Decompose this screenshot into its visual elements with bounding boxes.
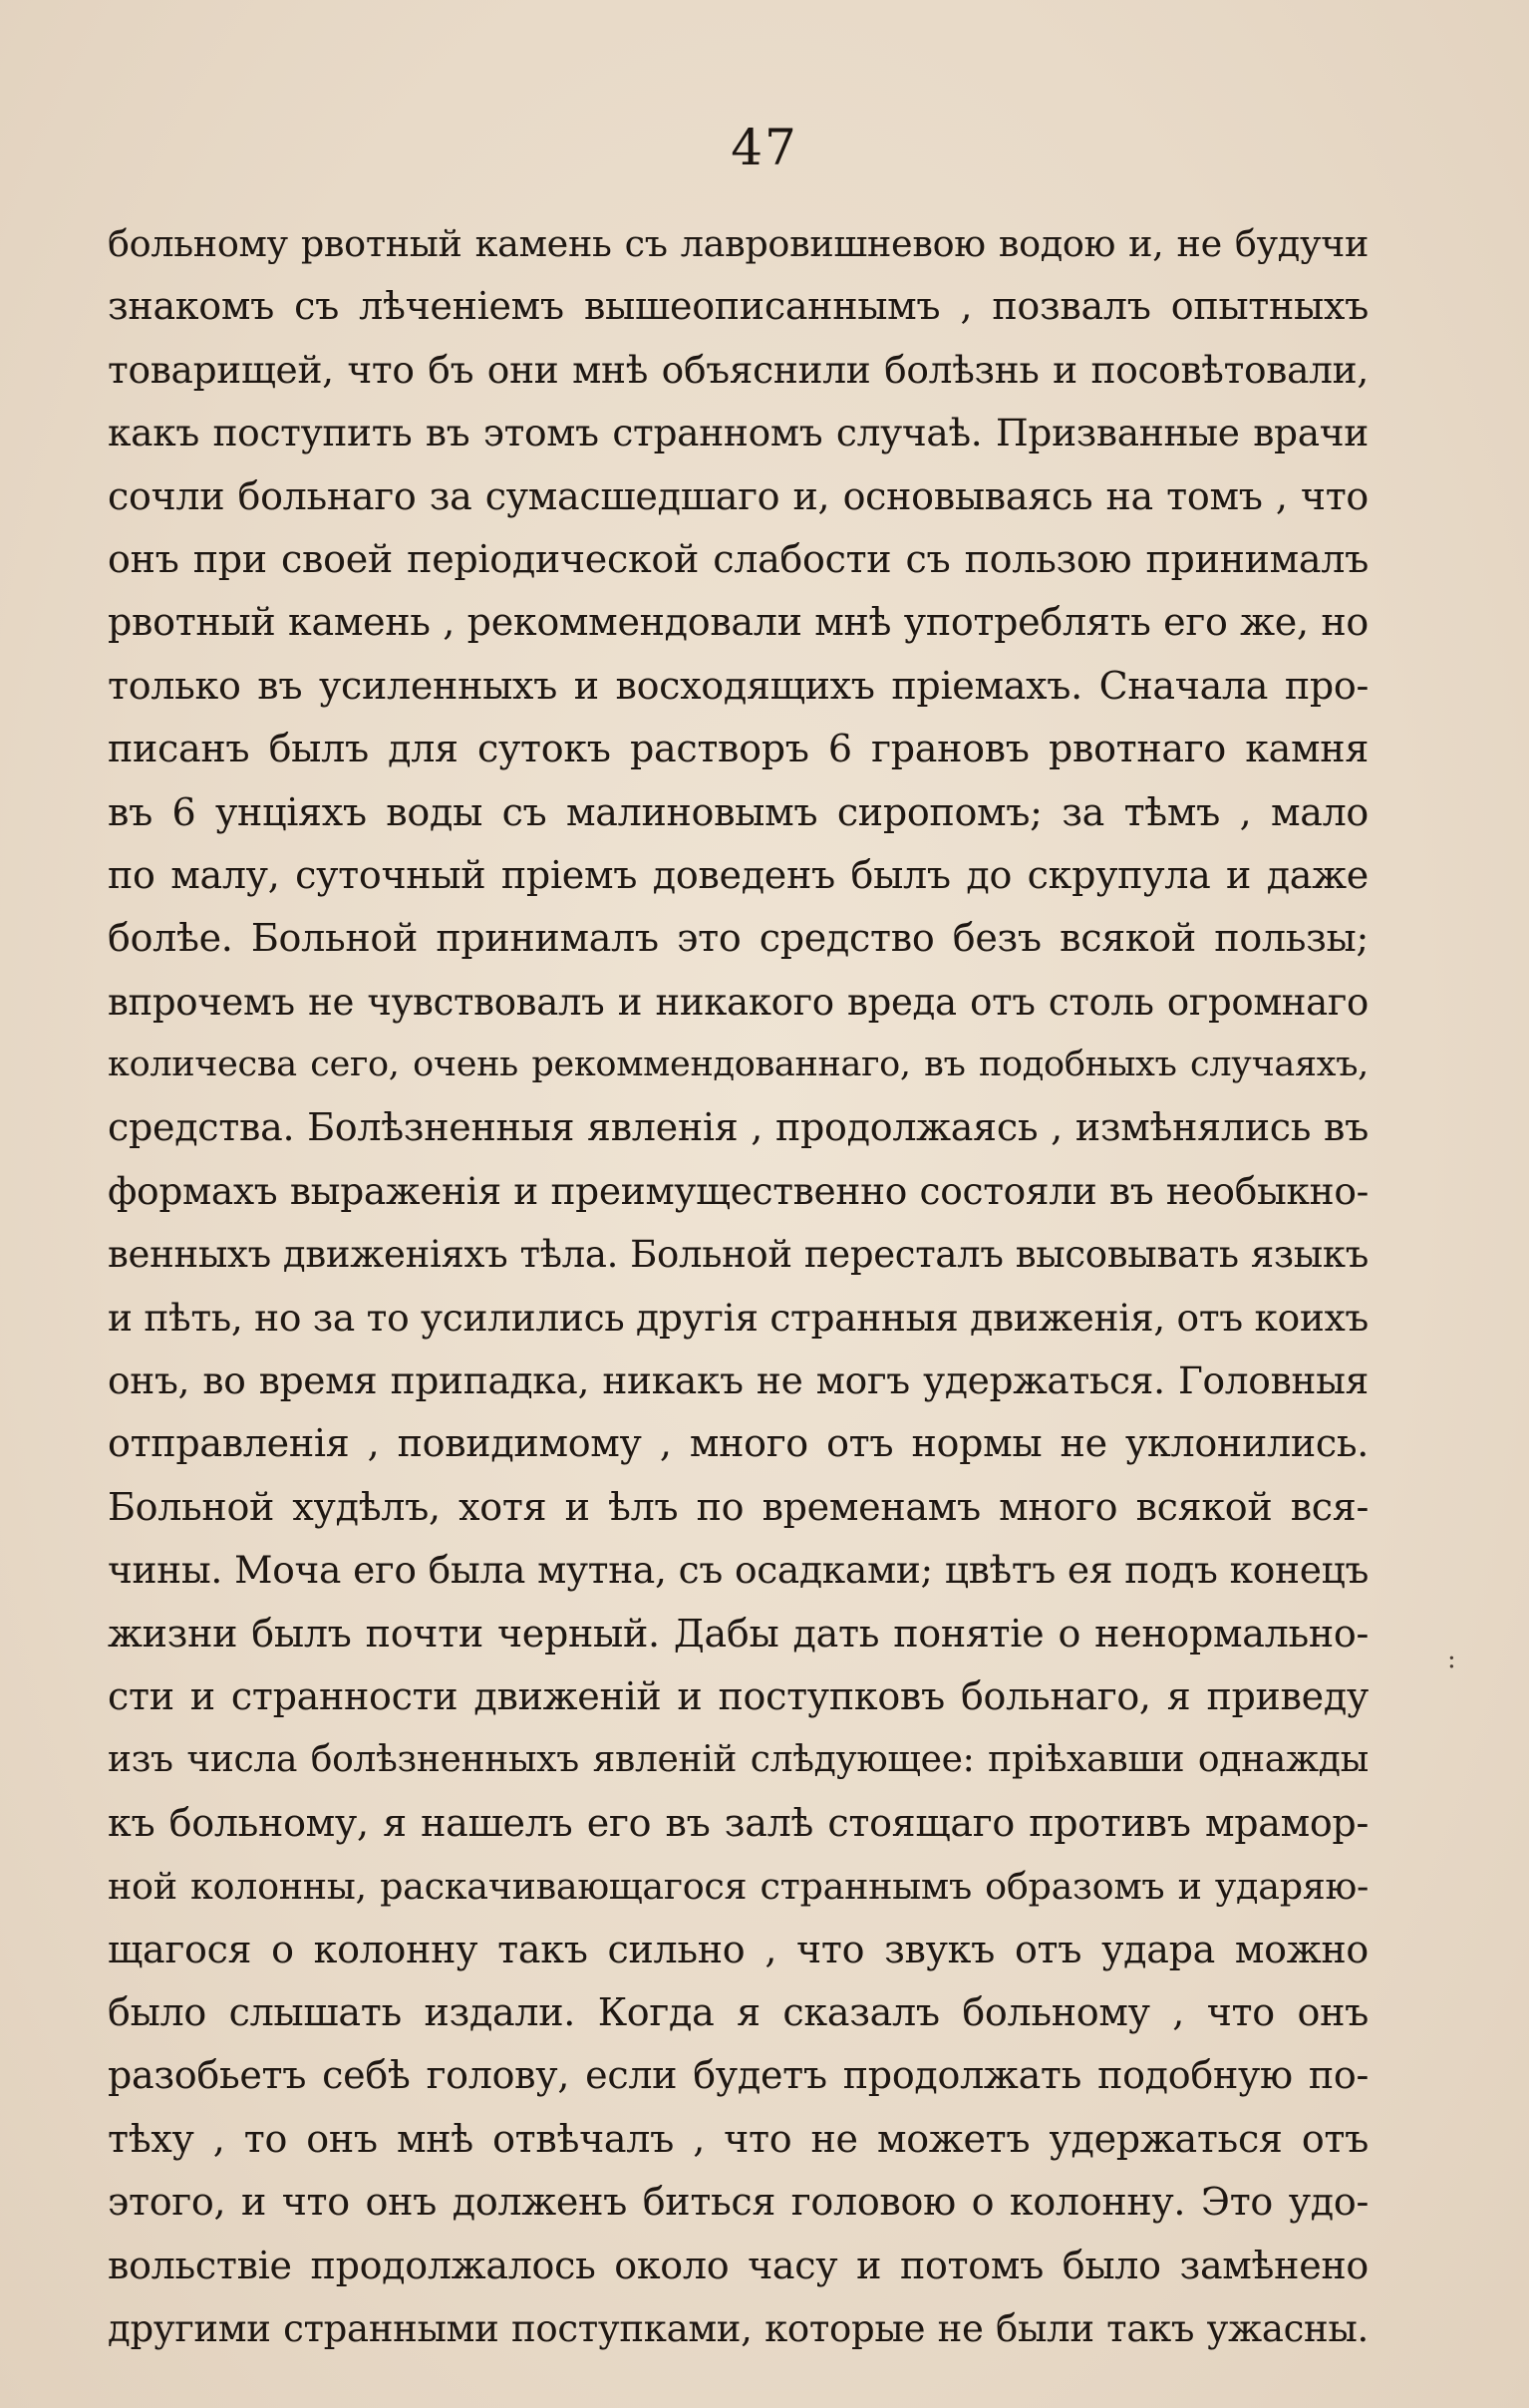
text-line: тѣху , то онъ мнѣ отвѣчалъ , что не можетъ удержаться отъ	[108, 2116, 1369, 2161]
text-line: какъ поступить въ этомъ странномъ случаѣ. Призванные врачи	[108, 411, 1369, 455]
text-line: разобьетъ себѣ голову, если будетъ продолжать подобную по-	[108, 2053, 1369, 2098]
text-line: писанъ былъ для сутокъ растворъ 6 грановъ рвотнаго камня	[108, 727, 1369, 771]
text-line: ной колонны, раскачивающагося страннымъ образомъ и ударяю-	[108, 1865, 1369, 1909]
text-line: болѣе. Больной принималъ это средство безъ всякой пользы;	[108, 916, 1369, 961]
text-line: формахъ выраженія и преимущественно состояли въ необыкно-	[108, 1168, 1369, 1213]
text-line: щагося о колонну такъ сильно , что звукъ отъ удара можно	[108, 1927, 1369, 1971]
text-line: венныхъ движеніяхъ тѣла. Больной пересталъ высовывать языкъ	[108, 1233, 1369, 1277]
text-line: рвотный камень , рекоммендовали мнѣ употреблять его же, но	[108, 600, 1369, 645]
text-line: товарищей, что бъ они мнѣ объяснили болѣзнь и посовѣтовали,	[108, 347, 1369, 392]
text-line: по малу, суточный пріемъ доведенъ былъ до скрупула и даже	[108, 852, 1369, 897]
text-line: Больной худѣлъ, хотя и ѣлъ по временамъ много всякой вся-	[108, 1484, 1369, 1529]
text-line: количесва сего, очень рекоммендованнаго, въ подобныхъ случаяхъ,	[108, 1045, 1369, 1085]
text-line: отправленія , повидимому , много отъ нормы не уклонились.	[108, 1421, 1369, 1466]
text-line: только въ усиленныхъ и восходящихъ пріемахъ. Сначала про-	[108, 663, 1369, 708]
text-line: другими странными поступками, которые не были такъ ужасны.	[108, 2306, 1369, 2350]
body-text	[108, 212, 1369, 2360]
text-line: вольствіе продолжалось около часу и потомъ было замѣнено	[108, 2243, 1369, 2287]
text-line: средства. Болѣзненныя явленія , продолжаясь , измѣнялись въ	[108, 1105, 1369, 1150]
text-line: сочли больнаго за сумасшедшаго и, основываясь на томъ , что	[108, 473, 1369, 518]
text-line: впрочемъ не чувствовалъ и никакого вреда отъ столь огромнаго	[108, 980, 1369, 1024]
text-line: къ больному, я нашелъ его въ залѣ стоящаго противъ мрамор-	[108, 1800, 1369, 1845]
text-line: жизни былъ почти черный. Дабы дать понятіе о ненормально-	[108, 1611, 1369, 1656]
text-line: онъ, во время припадка, никакъ не могъ удержаться. Головныя	[108, 1358, 1369, 1403]
text-line: чины. Моча его была мутна, съ осадками; цвѣтъ ея подъ конецъ	[108, 1548, 1369, 1593]
text-line: изъ числа болѣзненныхъ явленій слѣдующее: пріѣхавши однажды	[108, 1739, 1369, 1781]
text-line: и пѣть, но за то усилились другія странныя движенія, отъ коихъ	[108, 1295, 1369, 1340]
text-line: этого, и что онъ долженъ биться головою о колонну. Это удо-	[108, 2180, 1369, 2225]
text-line: было слышать издали. Когда я сказалъ больному , что онъ	[108, 1989, 1369, 2034]
text-line: сти и странности движеній и поступковъ больнаго, я приведу	[108, 1673, 1369, 1718]
page-number: 47	[731, 119, 798, 176]
margin-mark: :	[1447, 1645, 1456, 1674]
text-line: больному рвотный камень съ лавровишневою водою и, не будучи	[108, 222, 1369, 265]
text-line: знакомъ съ лѣченіемъ вышеописаннымъ , позвалъ опытныхъ	[108, 284, 1369, 329]
text-line: въ 6 унціяхъ воды съ малиновымъ сиропомъ; за тѣмъ , мало	[108, 789, 1369, 834]
text-line: онъ при своей періодической слабости съ пользою принималъ	[108, 536, 1369, 581]
